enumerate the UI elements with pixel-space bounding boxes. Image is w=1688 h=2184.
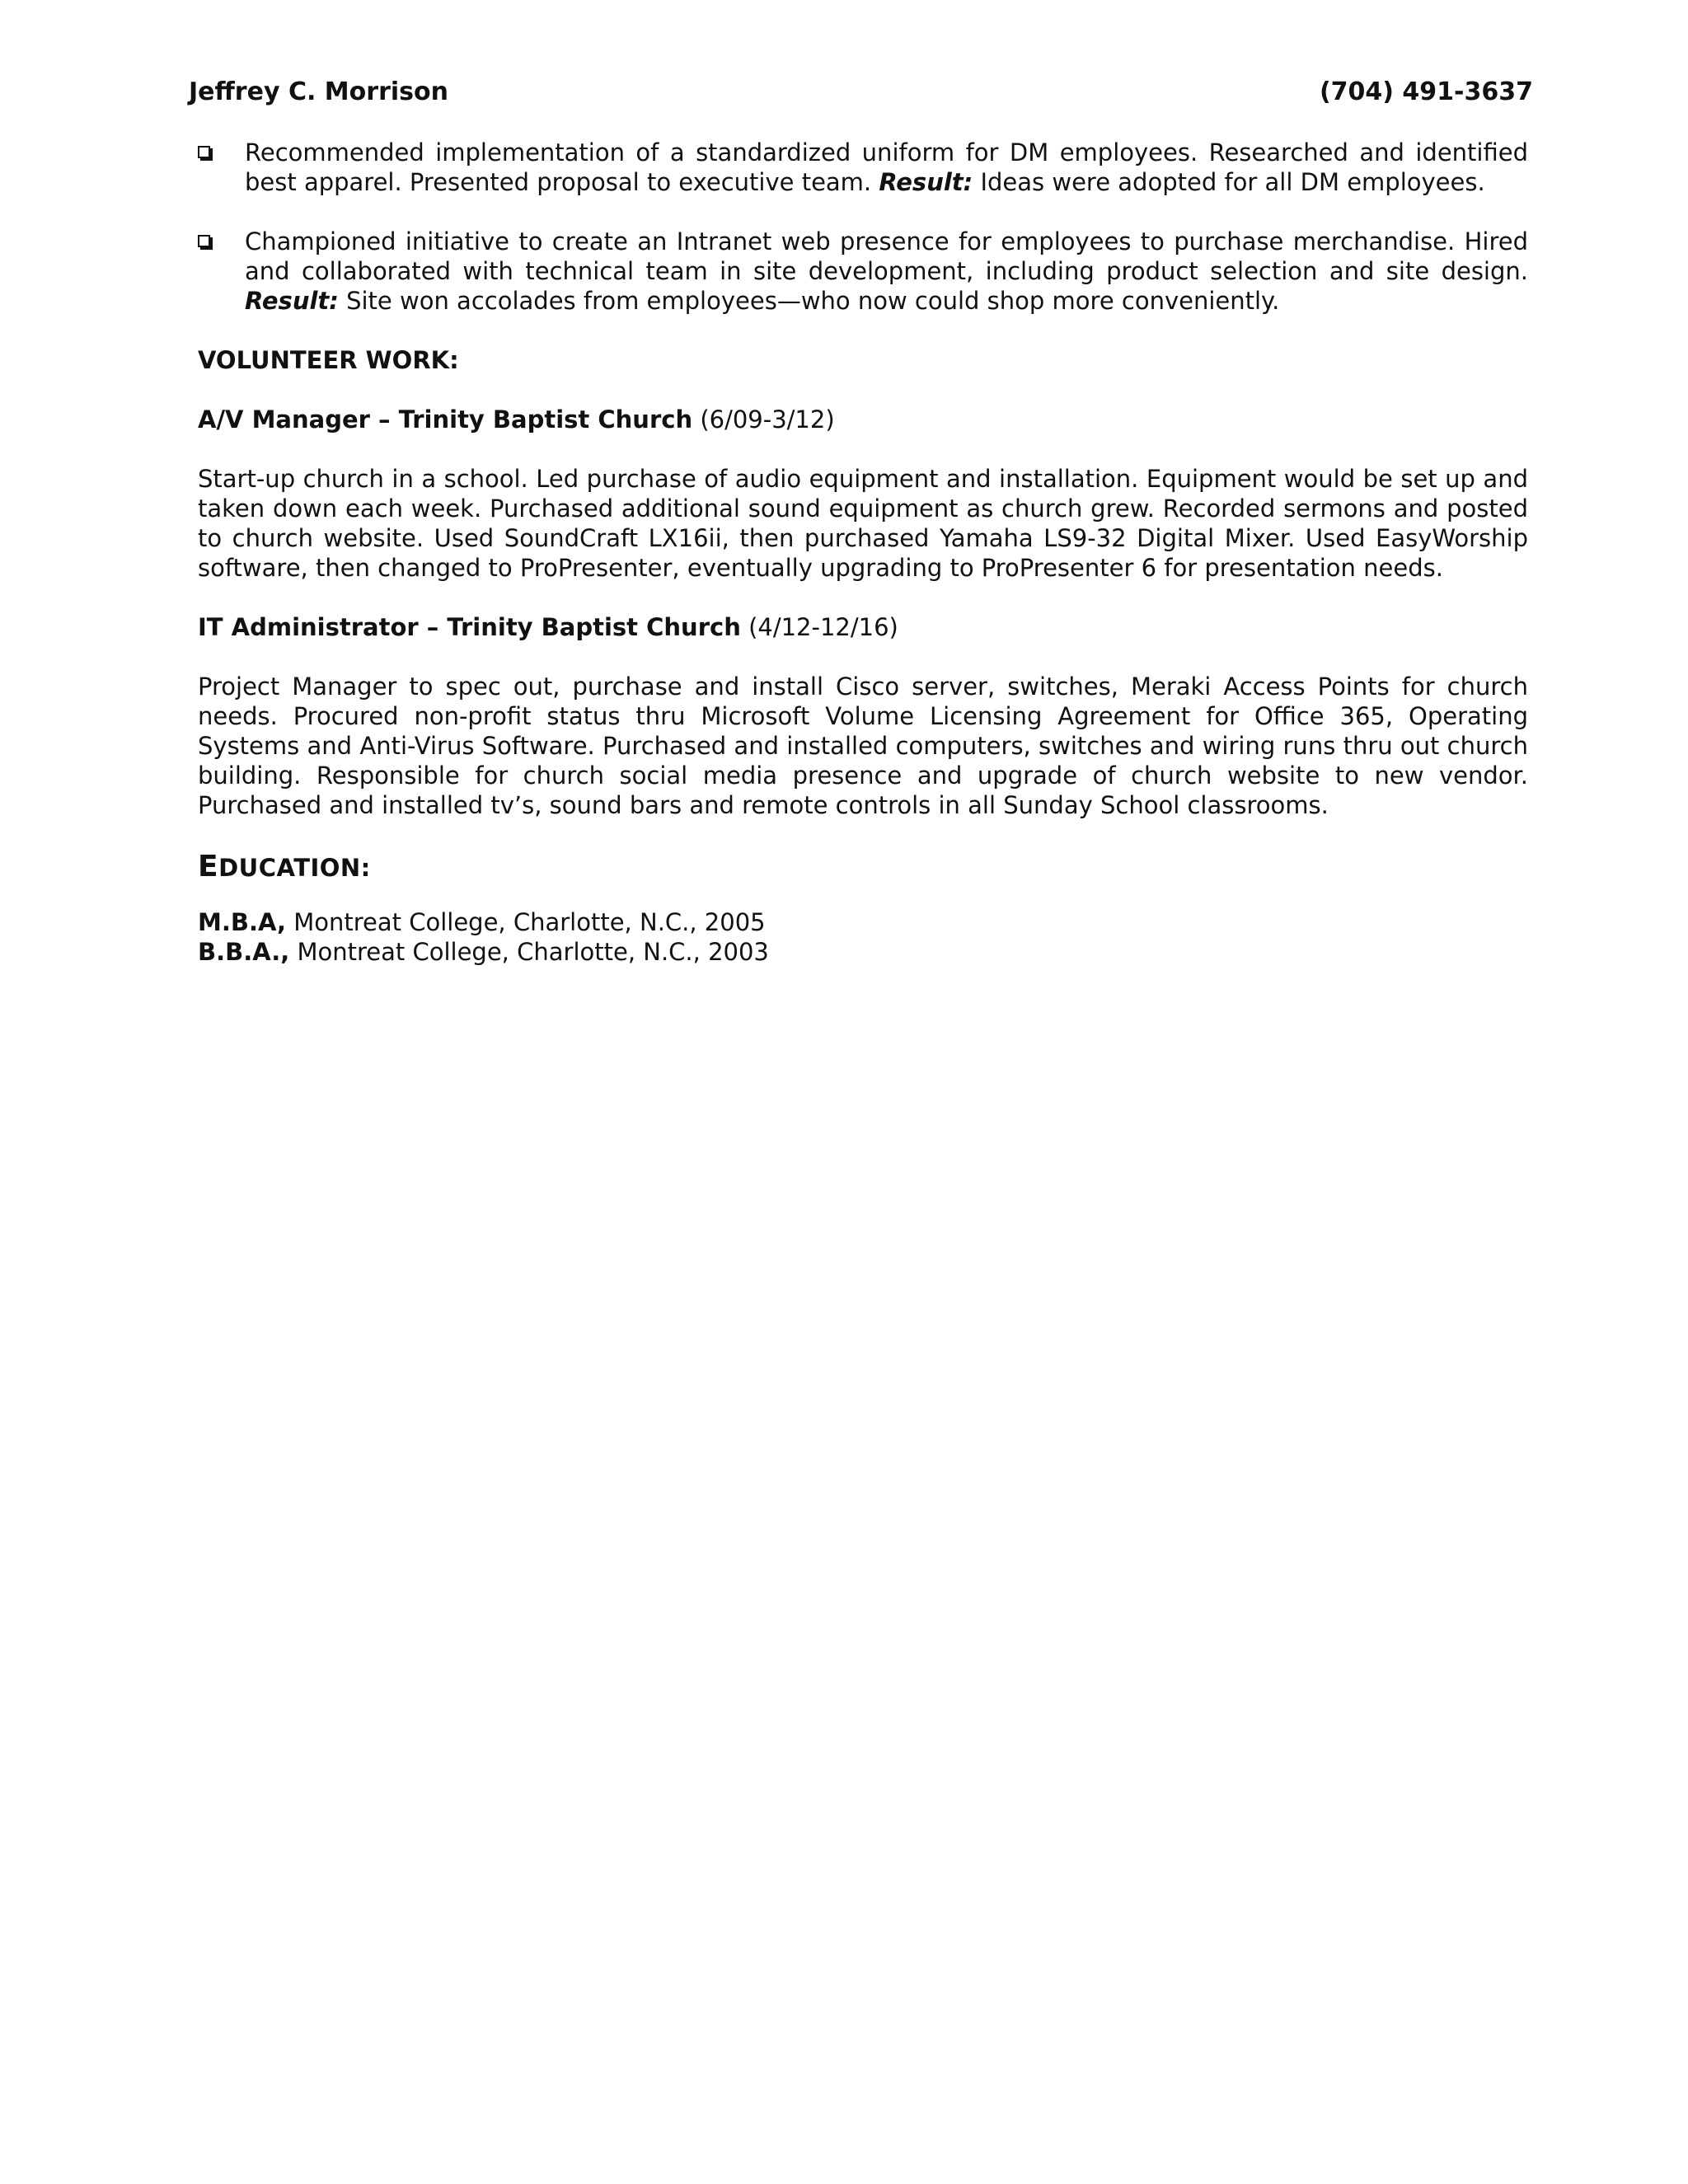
education-heading	[198, 850, 1528, 885]
result-text: Site won accolades from employees—who now could shop more conveniently.	[346, 287, 1280, 315]
education-heading-initial: E	[198, 850, 219, 883]
education-entry	[198, 907, 1528, 937]
page-header	[189, 77, 1533, 107]
role-description: Project Manager to spec out, purchase and install Cisco server, switches, Meraki Access Points for church needs. Procured non-profit status thru Microsoft Volume Licensing Agreement for Office 365, Operating Systems and Anti-Virus Software. Purchased and installed computers, switches and wiring runs thru out church building. Responsible for church social media presence and upgrade of church website to new vendor. Purchased and installed tv’s, sound bars and remote controls in all Sunday School classrooms.	[198, 673, 1528, 819]
role-description: Start-up church in a school. Led purchase of audio equipment and installation. Equipment would be set up and taken down each week. Purchased additional sound equipment as church grew. Recorded sermons and posted to church website. Used SoundCraft LX16ii, then purchased Yamaha LS9-32 Digital Mixer. Used EasyWorship software, then changed to ProPresenter, eventually upgrading to ProPresenter 6 for presentation needs.	[198, 465, 1528, 582]
role-title: IT Administrator – Trinity Baptist Church	[198, 613, 741, 641]
degree-name: B.B.A.,	[198, 938, 290, 966]
volunteer-role	[198, 405, 1528, 434]
result-text: Ideas were adopted for all DM employees.	[980, 168, 1485, 196]
degree-detail: Montreat College, Charlotte, N.C., 2003	[297, 938, 769, 966]
checkbox-bullet-icon	[198, 235, 210, 247]
achievement-item	[198, 227, 1528, 316]
degree-detail: Montreat College, Charlotte, N.C., 2005	[293, 908, 766, 936]
volunteer-heading: VOLUNTEER WORK:	[198, 346, 459, 374]
role-dates: (4/12-12/16)	[748, 613, 898, 641]
checkbox-bullet-icon	[198, 146, 210, 158]
result-label: Result:	[879, 168, 973, 196]
achievement-text: Championed initiative to create an Intranet web presence for employees to purchase merchandise. Hired and collaborated with technical team in site development, including product selection and site design.	[245, 227, 1528, 285]
degree-name: M.B.A,	[198, 908, 286, 936]
result-label: Result:	[245, 287, 339, 315]
role-title: A/V Manager – Trinity Baptist Church	[198, 405, 693, 434]
education-entry	[198, 937, 1528, 967]
role-dates: (6/09-3/12)	[700, 405, 835, 434]
volunteer-role	[198, 612, 1528, 642]
candidate-phone: (704) 491-3637	[1319, 77, 1533, 106]
candidate-name: Jeffrey C. Morrison	[189, 77, 448, 106]
achievement-text: Recommended implementation of a standardized uniform for DM employees. Researched and identified best apparel. Presented proposal to executive team.	[245, 138, 1528, 196]
education-heading-rest: DUCATION:	[218, 854, 371, 882]
achievement-item	[198, 138, 1528, 197]
resume-content	[189, 77, 1533, 967]
achievement-list	[198, 138, 1528, 316]
